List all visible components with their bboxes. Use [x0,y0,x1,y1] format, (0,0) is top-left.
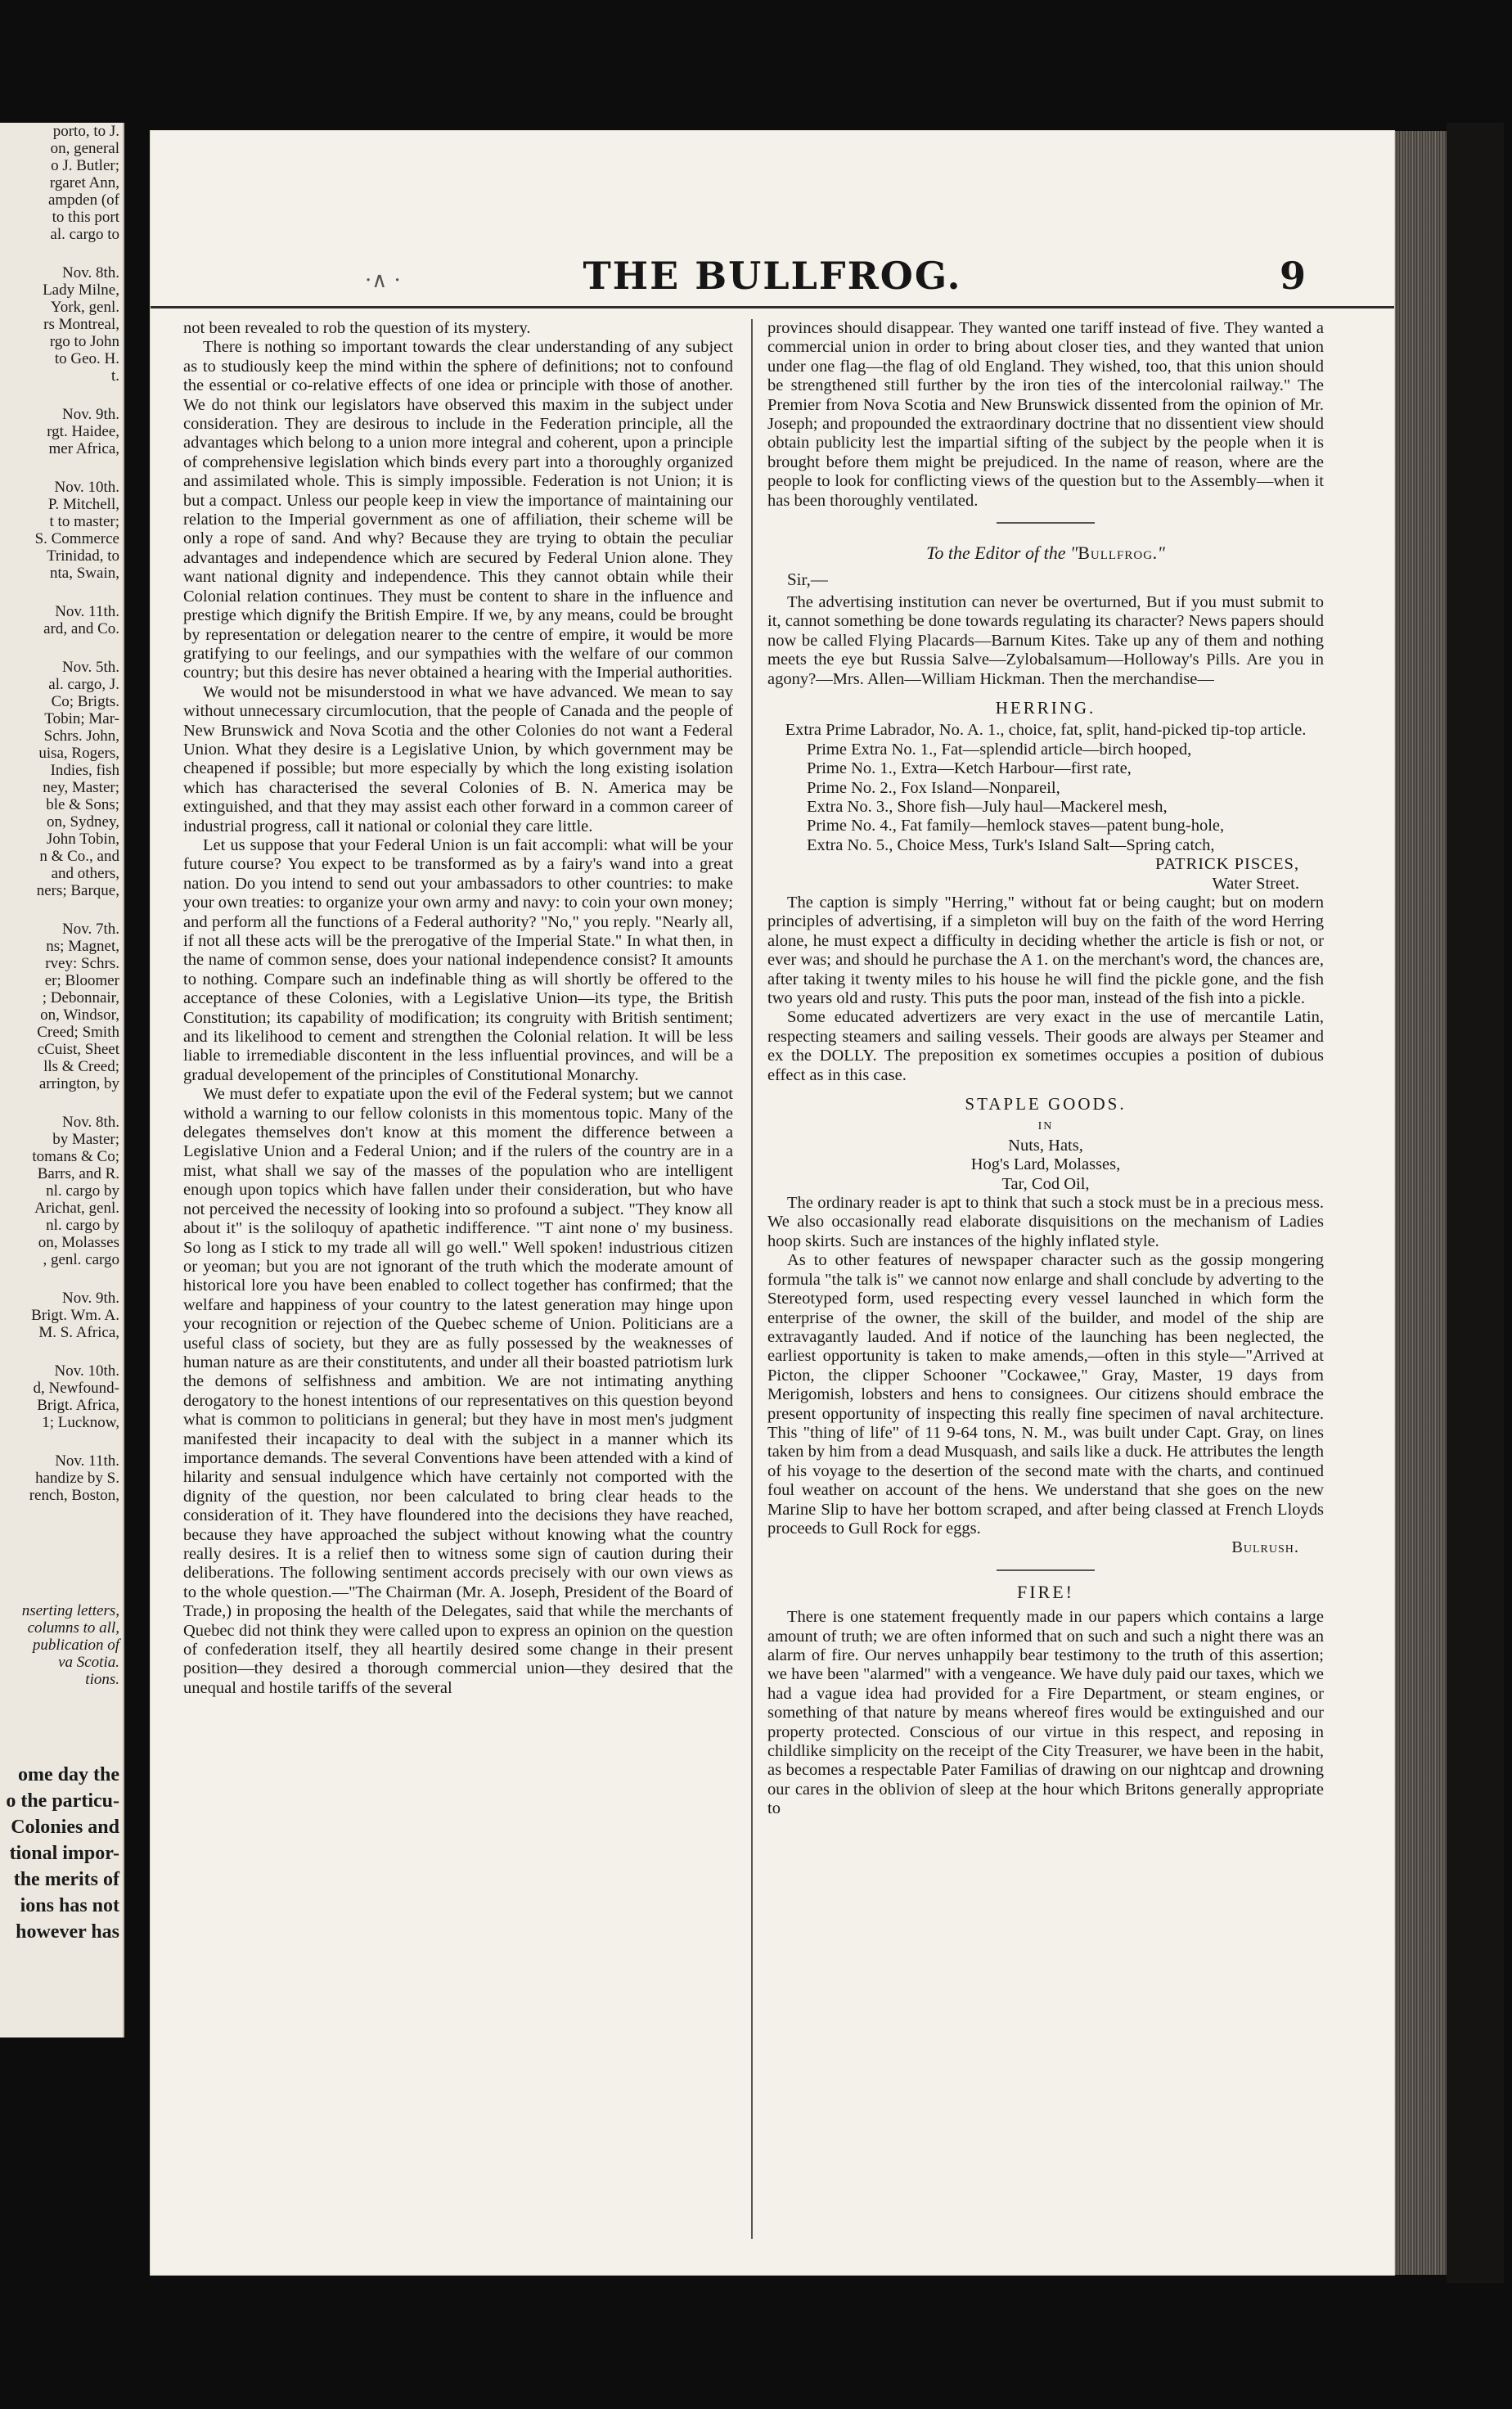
salutation: Sir,— [787,570,828,590]
fragment-line: ampden (of [47,191,119,209]
page-number: 9 [1279,254,1306,298]
letter-heading-text: To the Editor of the " [926,543,1078,564]
fragment-line: rgt. Haidee, [47,423,119,440]
advert-intro: Extra Prime Labrador, No. A. 1., choice, fat, split, hand-picked tip-top article. [785,721,1307,740]
herring-item: Prime Extra No. 1., Fat—splendid article—birch hooped, [807,740,1192,759]
fragment-line: er; Bloomer [44,972,119,989]
fragment-line: al. cargo, J. [48,676,119,693]
fragment-line: publication of [32,1637,119,1654]
fragment-line: rgaret Ann, [49,174,119,191]
fragment-line: Nov. 11th. [55,603,119,620]
fragment-line: arrington, by [38,1075,119,1092]
fragment-line: on, Windsor, [40,1006,119,1024]
fragment-line: Brigt. Africa, [37,1397,119,1414]
newspaper-name: Bullfrog [1078,543,1154,564]
section-divider [997,1569,1095,1571]
folio-mark: ·∧ · [365,268,401,293]
advert-heading-staple: STAPLE GOODS. [965,1094,1127,1114]
letter-heading [767,543,1324,562]
fragment-line: and others, [51,865,119,882]
fragment-line: Nov. 7th. [61,921,119,938]
article-continuation: provinces should disappear. They wanted one tariff instead of five. They wanted a commercial union in order to bring about closer ties, and they wanted that union under one flag—the flag of old England. They wished, too, that this union should be strengthened still further by the iron ties of the intercolonial railway." The Premier from Nova Scotia and New Brunswick dissented from the opinion of Mr. Joseph; and propounded the extraordinary doctrine that no dissentient view should obtain publicity lest the impartial sifting of the subject by the people when it is brought before them might be prejudiced. In the name of reason, where are the people to look for conflicting views of the question but to the Assembly—when it has been thoroughly ventilated. [767,319,1324,510]
letter-paragraph: The caption is simply "Herring," without fat or being caught; but on modern principles of advertising, if a simpleton will buy on the faith of the word Herring alone, he must expect a difficulty in deciding whether the article is fish or not, or ever was; and should he purchase the A 1. on the merchant's word, the chances are, after taking it twenty miles to his house he will find the pickle gone, and the fish two years old and rusty. This puts the poor man, instead of the fish into a pickle. [767,893,1324,1007]
fragment-line: Schrs. John, [43,727,119,745]
fragment-line: cCuist, Sheet [37,1041,119,1058]
fragment-line: rs Montreal, [43,316,119,333]
fragment-line: however has [16,1921,119,1943]
fire-paragraph: There is one statement frequently made in our papers which contains a large amount of truth; we are often informed that on such and such a night there was an alarm of fire. Our nerves unhappily bear testimony to the truth of this assertion; we have been "alarmed" with a vengeance. We have duly paid our taxes, which we had a vague idea had provided for a Fire Department, or steam engines, or something of that nature by means whereof fires would be extinguished and our property protected. Conscious of our virtue in this respect, and reposing in childlike simplicity on the receipt of the City Treasurer, we have been in the habit, as becomes a respectable Pater Familias of drawing on our nightcap and drowning our cares in the oblivion of sleep at the hour which Britons generally appropriate to [767,1608,1324,1818]
letter-heading-end: ." [1153,543,1165,564]
line-gap [0,899,123,921]
fragment-line: rvey: Schrs. [45,955,119,972]
herring-item: Prime No. 1., Extra—Ketch Harbour—first rate, [807,759,1132,778]
letter-paragraph: Some educated advertizers are very exact in the use of mercantile Latin, respecting steamers and sailing vessels. Their goods are always per Steamer and ex the DOLLY. The preposition ex sometimes occupies a position of dubious effect as in this case. [767,1008,1324,1084]
column-divider [751,319,753,2239]
fragment-line: Nov. 8th. [61,1114,119,1131]
article-paragraph: We must defer to expatiate upon the evil of the Federal system; but we cannot withold a warning to our fellow colonists in this momentous topic. Many of the delegates themselves don't know at this moment the difference between a Legislative Union and a Federal Union; and if the rulers of the country are in a mist, what shall we say of the masses of the population who are intelligent enough upon topics which have fallen under their consideration, but who have not perceived the necessity of looking into so profound a subject. "They know all about it" is the soliloquy of apathetic indifference. "T aint none o' my business. So long as I stick to my trade all will go well." Well spoken! industrious citizen or yeoman; but you are not ignorant of the truth which the moderate amount of historical lore you have been enabled to collect together has confirmed; that the welfare and happiness of your country to the latest generation may hinge upon your recognition or rejection of the Quebec scheme of Union. Politicians are a useful class of society, but they are as fully possessed by the weaknesses of human nature as are their constitutents, and under all their boasted patriotism lurk the demons of selfishness and ambition. We are not intimating anything derogatory to the honest intentions of our representatives on this question beyond what is common to politicians in general; but they have in most men's judgment manifested their incapacity to deal with the subject in a manner which its importance demands. The several Conventions have been attended with a kind of hilarity and sensual indulgence which have certainly not comported with the dignity of the question, nor been calculated to bring clear heads to the consideration of it. They have floundered into the decisions they have reached, because they have approached the subject without knowing what the country really desires. It is a relief then to witness some sign of caution during their deliberations. The following sentiment accords precisely with our own views as to the whole question.—"The Chairman (Mr. A. Joseph, President of the Board of Trade,) in proposing the health of the Delegates, said that while the merchants of Quebec did not think they were called upon to express an opinion on the question of confederation itself, they all heartily desired some change in their present position—they desired a thorough commercial union—they desired that the unequal and hostile tariffs of the several [183,1085,733,1697]
article-paragraph: We would not be misunderstood in what we have advanced. We mean to say without unnecessary circumlocution, that the people of Canada and the people of New Brunswick and Nova Scotia and the other Colonies do not want a Federal Union. What they desire is a Legislative Union, by which government may be cheapened if possible; but more especially by which the long existing isolation which has characterised the several Colonies of B. N. America may be extinguished, and that they may assist each other forward in a common career of industrial progress, call it national or colonial they care little. [183,682,733,835]
right-column [767,319,1324,1819]
fragment-line: o the particu- [6,1790,119,1812]
fragment-line: ble & Sons; [46,796,119,813]
fragment-line: P. Mitchell, [47,496,119,513]
left-column [183,319,733,1698]
advert-address: Water Street. [1212,874,1299,893]
fragment-line: Trinidad, to [46,547,119,565]
fragment-line: lls & Creed; [43,1058,119,1075]
fragment-line: M. S. Africa, [38,1324,119,1341]
line-gap [0,1688,123,1762]
herring-list [767,741,1324,855]
fragment-line: to Geo. H. [54,350,119,367]
fragment-line: , genl. cargo [43,1251,119,1268]
fragment-line: by Master; [52,1131,119,1148]
fragment-line: Brigt. Wm. A. [31,1307,119,1324]
staple-in: IN [1037,1120,1054,1133]
line-gap [0,243,123,264]
fragment-line: al. cargo to [50,226,119,243]
staple-item: Tar, Cod Oil, [1001,1174,1090,1193]
fragment-line: d, Newfound- [33,1380,119,1397]
fire-heading: FIRE! [1017,1581,1074,1602]
fragment-line: tomans & Co; [32,1148,119,1165]
fragment-line: Indies, fish [50,762,119,779]
letter-paragraph: The advertising institution can never be overturned, But if you must submit to it, cannot something be done towards regulating its character? News papers should now be called Flying Placards—Barnum Kites. Take up any of them and nothing meets the eye but Russia Salve—Zylobalsamum—Holloway's Pills. Are you in agony?—Mrs. Allen—William Hickman. Then the merchandise— [767,592,1324,688]
article-paragraph: There is nothing so important towards the clear understanding of any subject as to studiously keep the mind within the sphere of definitions; not to confound the essential or co-relative effects of one idea or principle with those of another. We do not think our legislators have observed this maxim in the subject under consideration. They are desirous to include in the Federation principle, all the advantages which belong to a union more integral and coherent, upon a principle of comprehensive legislation which binds every part into a thoroughly organized and assimilated whole. This is simply impossible. Federation is not Union; it is but a compact. Unless our people keep in view the importance of maintaining our relation to the Imperial government as one of affiliation, their scheme will be only a rope of sand. And why? Because they are trying to obtain the peculiar advantages and independence which are secured by Federal Union alone. They want national dignity and independence. This they cannot obtain while their Colonial relation continues. They must be content to share in the influence and prestige which dignify the British Empire. If we, by any means, could be brought by representation or delegation nearer to the centre of empire, it would be more gratifying to our feelings, and our sympathies with the welfare of our common country; but this desire has never obtained a hearing with the Imperial authorities. [183,338,733,682]
header-rule [151,306,1394,308]
herring-item: Extra No. 5., Choice Mess, Turk's Island Salt—Spring catch, [807,835,1215,854]
book-binding-shadow [1447,123,1504,2283]
herring-item: Prime No. 4., Fat family—hemlock staves—patent bung-hole, [807,817,1225,835]
fragment-line: rgo to John [49,333,119,350]
fragment-line: to this port [52,209,119,226]
fragment-line: the merits of [13,1869,119,1890]
letter-paragraph: The ordinary reader is apt to think that such a stock must be in a precious mess. We also occasionally read elaborate disquisitions on the mechanism of Ladies hoop skirts. Such are instances of the highly inflated style. [767,1194,1324,1250]
fragment-line: ions has not [20,1895,119,1916]
line-gap [0,1341,123,1362]
line-gap [0,1504,123,1602]
fragment-line: n & Co., and [39,848,119,865]
advert-heading-herring: HERRING. [995,697,1096,718]
line-gap [0,385,123,406]
fragment-line: ney, Master; [43,779,119,796]
fragment-line: Co; Brigts. [51,693,119,710]
fragment-line: ome day the [18,1764,119,1785]
fragment-line: on, Molasses [38,1234,119,1251]
fragment-line: Nov. 5th. [61,659,119,676]
fragment-line: nl. cargo by [46,1182,119,1200]
fragment-line: Lady Milne, [43,281,119,299]
section-divider [997,522,1095,524]
fragment-line: nl. cargo by [46,1217,119,1234]
fragment-line: Nov. 8th. [61,264,119,281]
fragment-line: ; Debonnair, [42,989,119,1006]
fragment-line: John Tobin, [46,831,119,848]
fragment-line: tional impor- [9,1843,119,1864]
article-paragraph: Let us suppose that your Federal Union is un fait accompli: what will be your future course? You expect to be transformed as by a fairy's wand into a great nation. Do you intend to send out your ambassadors to other countries: to make your own treaties: to organize your own army and navy: to coin your own money; and perform all the functions of a Federal authority? "No," you reply. "Nearly all, if not all these acts will be the prerogative of the Imperial State." In what then, in the name of common sense, does your national independence consist? It amounts to nothing. Compare such an indefinable thing as will shortly be offered to the acceptance of these Colonies, with a Legislative Union—its type, the British Constitution; its capability of modification; its congruity with British sentiment; and its likelihood to cement and strengthen the Colonial relation. It will be less liable to irremediable discontent in the less influential provinces, and will be a gradual developement of the principles of Constitutional Monarchy. [183,835,733,1084]
fragment-line: on, Sydney, [46,813,119,831]
fragment-line: ard, and Co. [43,620,119,637]
fragment-line: York, genl. [50,299,119,316]
fragment-line: rench, Boston, [29,1487,119,1504]
fragment-line: on, general [50,140,119,157]
facing-page-fragment [0,123,124,2038]
fragment-line: ners; Barque, [36,882,119,899]
line-gap [0,582,123,603]
fragment-line: S. Commerce [34,530,119,547]
fragment-line: mer Africa, [48,440,119,457]
fragment-line: columns to all, [27,1619,119,1637]
fragment-line: nta, Swain, [50,565,119,582]
book-page-edges [1391,131,1448,2275]
fragment-line: va Scotia. [58,1654,119,1671]
facing-page-lines [0,123,123,1945]
fragment-line: ns; Magnet, [46,938,119,955]
fragment-line: Arichat, genl. [34,1200,119,1217]
fragment-line: 1; Lucknow, [42,1414,119,1431]
fragment-line: Nov. 9th. [61,1290,119,1307]
fragment-line: Colonies and [11,1817,119,1838]
staple-list [767,1117,1324,1194]
fragment-line: Creed; Smith [37,1024,119,1041]
line-gap [0,637,123,659]
article-paragraph: not been revealed to rob the question of its mystery. [183,319,531,337]
fragment-line: nserting letters, [21,1602,119,1619]
fragment-line: Nov. 10th. [54,1362,119,1380]
staple-item: Nuts, Hats, [1008,1136,1083,1155]
fragment-line: Nov. 11th. [55,1452,119,1470]
fragment-line: porto, to J. [52,123,119,140]
line-gap [0,1268,123,1290]
line-gap [0,457,123,479]
fragment-line: t. [110,367,119,385]
page-title: THE BULLFROG. [583,254,962,298]
letter-signature: Bulrush. [1231,1538,1299,1557]
fragment-line: uisa, Rogers, [38,745,119,762]
letter-paragraph: As to other features of newspaper character such as the gossip mongering formula "the talk is" we cannot now enlarge and shall conclude by adverting to the Stereotyped form, used respecting every vessel launched in which form the enterprise of the owner, the skill of the builder, and model of the ship are extravagantly lauded. And if notice of the launching has been neglected, the earliest opportunity is taken to make amends,—often in this style—"Arrived at Picton, the clipper Schooner "Cockawee," Gray, Master, 19 days from Merigomish, lobsters and hens to consignees. Our citizens should embrace the present opportunity of inspecting this really fine specimen of naval architecture. This "thing of life" of 11 9-64 tons, N. M., was built under Capt. Gray, on lines taken by him from a dead Musquash, and sails like a duck. He attributes the length of his voyage to the desertion of the second mate with the charts, and continued foul weather on account of the hens. We understand that she goes on the new Marine Slip to have her bottom scraped, and after being classed at French Lloyds proceeds to Gull Rock for eggs. [767,1251,1324,1538]
advert-signature: PATRICK PISCES, [1154,855,1299,874]
line-gap [0,1092,123,1114]
fragment-line: o J. Butler; [51,157,119,174]
fragment-line: Tobin; Mar- [44,710,119,727]
newspaper-page [151,131,1394,2275]
fragment-line: handize by S. [35,1470,119,1487]
fragment-line: tions. [85,1671,119,1688]
herring-item: Prime No. 2., Fox Island—Nonpareil, [807,778,1060,797]
fragment-line: Nov. 10th. [54,479,119,496]
line-gap [0,1431,123,1452]
fragment-line: Barrs, and R. [37,1165,119,1182]
fragment-line: Nov. 9th. [61,406,119,423]
herring-item: Extra No. 3., Shore fish—July haul—Mackerel mesh, [807,797,1168,816]
staple-item: Hog's Lard, Molasses, [970,1155,1121,1174]
fragment-line: t to master; [49,513,119,530]
